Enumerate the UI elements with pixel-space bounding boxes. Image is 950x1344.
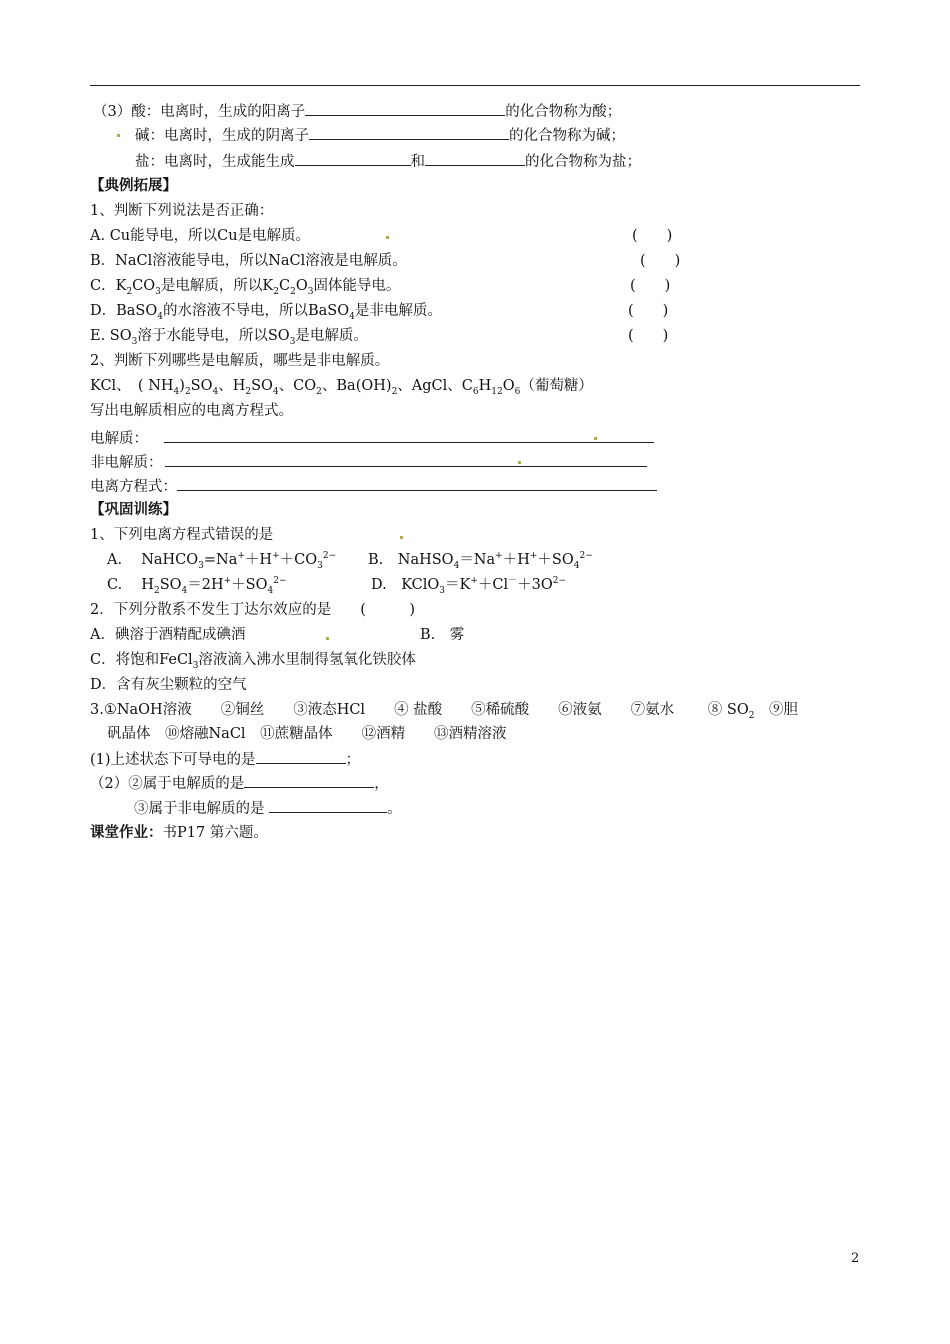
answer-paren-e[interactable]: ( ) [628,328,669,344]
conductive-row: (1)上述状态下可导电的是 ； [90,749,360,770]
answer-paren-c[interactable]: ( ) [630,278,671,294]
answer-paren-b[interactable]: ( ) [640,253,681,269]
examples-question-1: 1、判断下列说法是否正确： [90,203,274,219]
examples-question-2: 2、判断下列哪些是电解质，哪些是非电解质。 [90,353,390,369]
scan-artifact [518,461,521,464]
statement-a: A. Cu能导电，所以Cu是电解质。 [90,228,311,244]
salt-definition: 盐：电离时，生成能生成 和 的化合物称为盐； [135,151,641,172]
dispersion-option-c: C．将饱和FeCl$_3$溶液滴入沸水里制得氢氧化铁胶体 [90,652,416,671]
page-number: 2 [851,1251,860,1266]
statement-c: C．$K_2CO_3$是电解质，所以$K_2C_2O_3$固体能导电。 [90,278,401,297]
scan-artifact [326,637,329,640]
practice-option-b: B. $NaHSO_4=Na^++H^++SO_4^{2-}$ [368,551,593,571]
electrolyte-answer-blank[interactable] [244,773,374,788]
write-equation-instruction: 写出电解质相应的电离方程式。 [90,403,293,419]
practice-option-a: A. $NaHCO_3=Na^++H^++CO_3^{2-}$ [107,551,337,571]
practice-question-2: 2．下列分散系不发生丁达尔效应的是 ( ) [90,602,416,618]
homework-label: 课堂作业： [90,824,163,841]
nonelectrolyte-answer-row: ③属于非电解质的是 。 [134,798,402,819]
dispersion-option-d: D．含有灰尘颗粒的空气 [90,677,247,693]
salt-blank-1[interactable] [295,151,411,166]
practice-option-d: D. $KClO_3=K^++Cl^-+3O^{2-}$ [371,576,567,596]
statement-b: B．NaCl溶液能导电，所以NaCl溶液是电解质。 [90,253,407,269]
homework-row [90,823,268,843]
scan-artifact [400,536,403,539]
nonelectrolyte-blank[interactable] [165,452,647,467]
practice-option-c: C. $H_2SO_4=2H^++SO_4^{2-}$ [107,576,287,596]
conductive-blank[interactable] [256,749,346,764]
base-blank[interactable] [309,125,509,140]
electrolyte-blank[interactable] [164,428,654,443]
nonelectrolyte-answer-blank[interactable] [269,798,387,813]
practice-question-3-line-2: 矾晶体 ⑩熔融NaCl ⑪蔗糖晶体 ⑫酒精 ⑬酒精溶液 [107,726,507,742]
practice-question-1: 1、下列电离方程式错误的是 [90,527,274,543]
electrolyte-answer-row: （2）②属于电解质的是 ， [90,773,389,794]
statement-d: D．BaSO$_4$的水溶液不导电，所以BaSO$_4$是非电解质。 [90,303,442,322]
base-definition: 碱：电离时，生成的阴离子 的化合物称为碱； [135,125,625,146]
compound-list: KCl、 ( $NH_4)_2SO_4$、$H_2SO_4$、$CO_2$、$Ba(OH)_2$、AgCl、$C_6H_{12}O_6$（葡萄糖） [90,378,593,397]
examples-heading: 【典例拓展】 [90,177,177,194]
scan-artifact [386,236,389,239]
acid-blank[interactable] [305,101,505,116]
scan-artifact [594,437,597,440]
nonelectrolyte-row: 非电解质： [90,452,647,473]
answer-paren-d[interactable]: ( ) [628,303,669,319]
practice-question-3-line-1: 3.①NaOH溶液 ②铜丝 ③液态HCl ④ 盐酸 ⑤稀硫酸 ⑥液氨 ⑦氨水 ⑧ $SO_2$ ⑨胆 [90,702,798,721]
ionization-equation-blank[interactable] [177,476,657,491]
dispersion-option-b: B. 雾 [420,627,465,643]
dispersion-option-a: A．碘溶于酒精配成碘酒 [90,627,246,643]
salt-blank-2[interactable] [425,151,525,166]
electrolyte-row: 电解质： [90,428,654,449]
homework-text: 书P17 第六题。 [162,825,268,841]
statement-e: E. $SO_3$溶于水能导电，所以$SO_3$是电解质。 [90,328,368,347]
practice-heading: 【巩固训练】 [90,501,177,518]
scan-artifact [117,134,120,137]
answer-paren-a[interactable]: ( ) [632,228,673,244]
ionization-equation-row: 电离方程式： [90,476,657,497]
acid-definition: （3）酸：电离时，生成的阳离子 的化合物称为酸； [93,101,621,122]
header-rule [90,85,860,86]
